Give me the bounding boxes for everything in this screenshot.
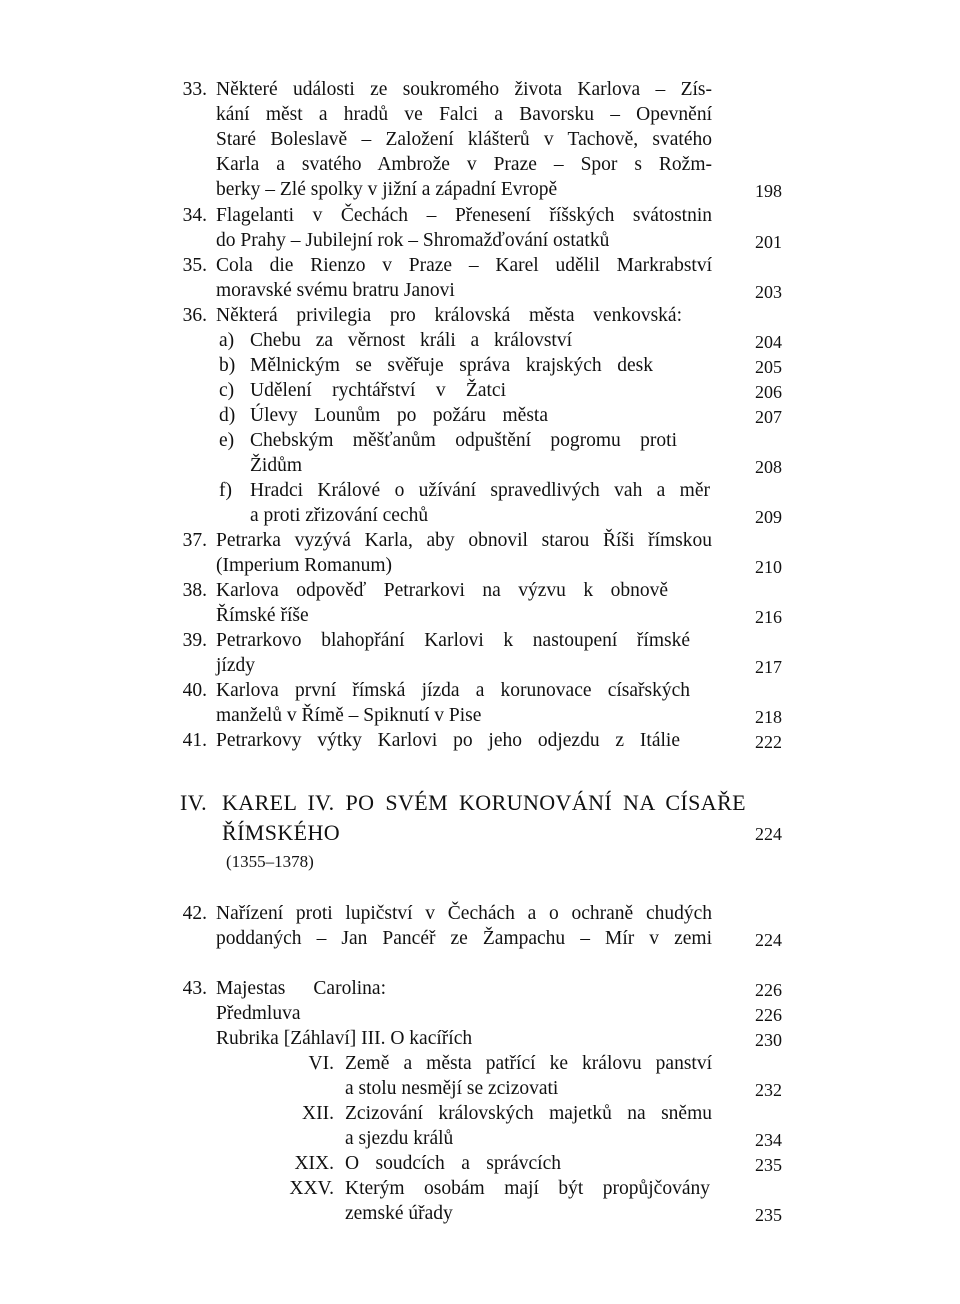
entry-text: Petrarkovo blahopřání Karlovi k nastoupení římské	[216, 630, 690, 651]
sub-label: e)	[219, 430, 235, 451]
entry-text: Cola die Rienzo v Praze – Karel udělil Markrabství	[216, 255, 712, 276]
sub-entry-text: Úlevy Lounům po požáru města	[250, 405, 548, 426]
page-number: 224	[755, 930, 782, 950]
entry-number: 37.	[182, 530, 207, 551]
sub-label: c)	[219, 380, 235, 401]
entry-text: Rubrika [Záhlaví] III. O kacířích	[216, 1028, 473, 1049]
page-number: 206	[755, 382, 782, 402]
entry-text: berky – Zlé spolky v jižní a západní Evropě	[216, 179, 558, 200]
entry-text: Staré Boleslavě – Založení klášterů v Tachově, svatého	[216, 129, 712, 150]
entry-number: 39.	[182, 630, 207, 651]
sub-entry-text: Udělení rychtářství v Žatci	[250, 380, 506, 401]
entry-text: Některé události ze soukromého života Karlova – Zís-	[216, 79, 712, 100]
entry-text: Karla a svatého Ambrože v Praze – Spor s Rožm-	[216, 154, 712, 175]
rubrika-number: XIX.	[294, 1153, 334, 1174]
rubrika-number: VI.	[308, 1053, 334, 1074]
page-number: 203	[755, 282, 782, 302]
entry-number: 43.	[182, 978, 207, 999]
page-number: 205	[755, 357, 782, 377]
entry-text: moravské svému bratru Janovi	[216, 280, 455, 301]
entry-text: manželů v Římě – Spiknutí v Pise	[216, 705, 482, 726]
page-number: 198	[755, 181, 782, 201]
section-title: KAREL IV. PO SVÉM KORUNOVÁNÍ NA CÍSAŘE	[222, 790, 746, 815]
page-number: 218	[755, 707, 782, 727]
rubrika-text: Země a města patřící ke královu panství	[345, 1053, 712, 1074]
sub-label: f)	[219, 480, 232, 501]
sub-entry-text: Židům	[250, 455, 302, 476]
page-number: 210	[755, 557, 782, 577]
entry-text: jízdy	[216, 655, 255, 676]
section-dates: (1355–1378)	[226, 852, 314, 871]
entry-text: Majestas Carolina:	[216, 978, 386, 999]
page-number: 232	[755, 1080, 782, 1100]
entry-text: Karlova odpověď Petrarkovi na výzvu k obnově	[216, 580, 668, 601]
sub-entry-text: Chebským měšťanům odpuštění pogromu proti	[250, 430, 677, 451]
rubrika-text: O soudcích a správcích	[345, 1153, 561, 1174]
page-number: 235	[755, 1155, 782, 1175]
entry-number: 42.	[182, 903, 207, 924]
entry-text: poddaných – Jan Pancéř ze Žampachu – Mír v zemi	[216, 928, 712, 949]
sub-entry-text: Mělnickým se svěřuje správa krajských desk	[250, 355, 653, 376]
entry-number: 34.	[182, 205, 207, 226]
rubrika-text: Zcizování královských majetků na sněmu	[345, 1103, 712, 1124]
sub-entry-text: a proti zřizování cechů	[250, 505, 429, 526]
entry-number: 33.	[182, 79, 207, 100]
page-number: 235	[755, 1205, 782, 1225]
entry-text: Předmluva	[216, 1003, 301, 1024]
entry-number: 35.	[182, 255, 207, 276]
page-number: 204	[755, 332, 782, 352]
entry-text: Karlova první římská jízda a korunovace císařských	[216, 680, 690, 701]
entry-number: 40.	[182, 680, 207, 701]
entry-text: Flagelanti v Čechách – Přenesení říšských svátostnin	[216, 205, 712, 226]
entry-number: 36.	[182, 305, 207, 326]
page-number: 208	[755, 457, 782, 477]
rubrika-number: XXV.	[289, 1178, 334, 1199]
entry-text: kání měst a hradů ve Falci a Bavorsku – Opevnění	[216, 104, 712, 125]
entry-text: Petrarka vyzývá Karla, aby obnovil starou Říši římskou	[216, 530, 712, 551]
rubrika-text: a stolu nesmějí se zcizovati	[345, 1078, 559, 1099]
page-number: 222	[755, 732, 782, 752]
entry-number: 38.	[182, 580, 207, 601]
entry-text: do Prahy – Jubilejní rok – Shromažďování ostatků	[216, 230, 610, 251]
entry-text: (Imperium Romanum)	[216, 555, 393, 576]
page-number: 224	[755, 824, 782, 844]
section-title: ŘÍMSKÉHO	[222, 820, 341, 845]
entry-text: Některá privilegia pro královská města venkovská:	[216, 305, 682, 326]
sub-entry-text: Hradci Králové o užívání spravedlivých vah a měr	[250, 480, 710, 501]
entry-text: Petrarkovy výtky Karlovi po jeho odjezdu z Itálie	[216, 730, 680, 751]
page-number: 207	[755, 407, 782, 427]
rubrika-number: XII.	[302, 1103, 334, 1124]
page-number: 230	[755, 1030, 782, 1050]
page-number: 217	[755, 657, 782, 677]
page-number: 209	[755, 507, 782, 527]
sub-entry-text: Chebu za věrnost králi a království	[250, 330, 572, 351]
page-number: 226	[755, 1005, 782, 1025]
page-number: 226	[755, 980, 782, 1000]
page-number: 234	[755, 1130, 782, 1150]
entry-number: 41.	[182, 730, 207, 751]
section-roman-numeral: IV.	[180, 790, 208, 815]
page-number: 216	[755, 607, 782, 627]
rubrika-text: Kterým osobám mají být propůjčovány	[345, 1178, 710, 1199]
sub-label: d)	[219, 405, 236, 426]
sub-label: b)	[219, 355, 236, 376]
page-number: 201	[755, 232, 782, 252]
rubrika-text: a sjezdu králů	[345, 1128, 454, 1149]
sub-label: a)	[219, 330, 235, 351]
entry-text: Římské říše	[216, 605, 309, 626]
entry-text: Nařízení proti lupičství v Čechách a o ochraně chudých	[216, 903, 712, 924]
rubrika-text: zemské úřady	[345, 1203, 453, 1224]
